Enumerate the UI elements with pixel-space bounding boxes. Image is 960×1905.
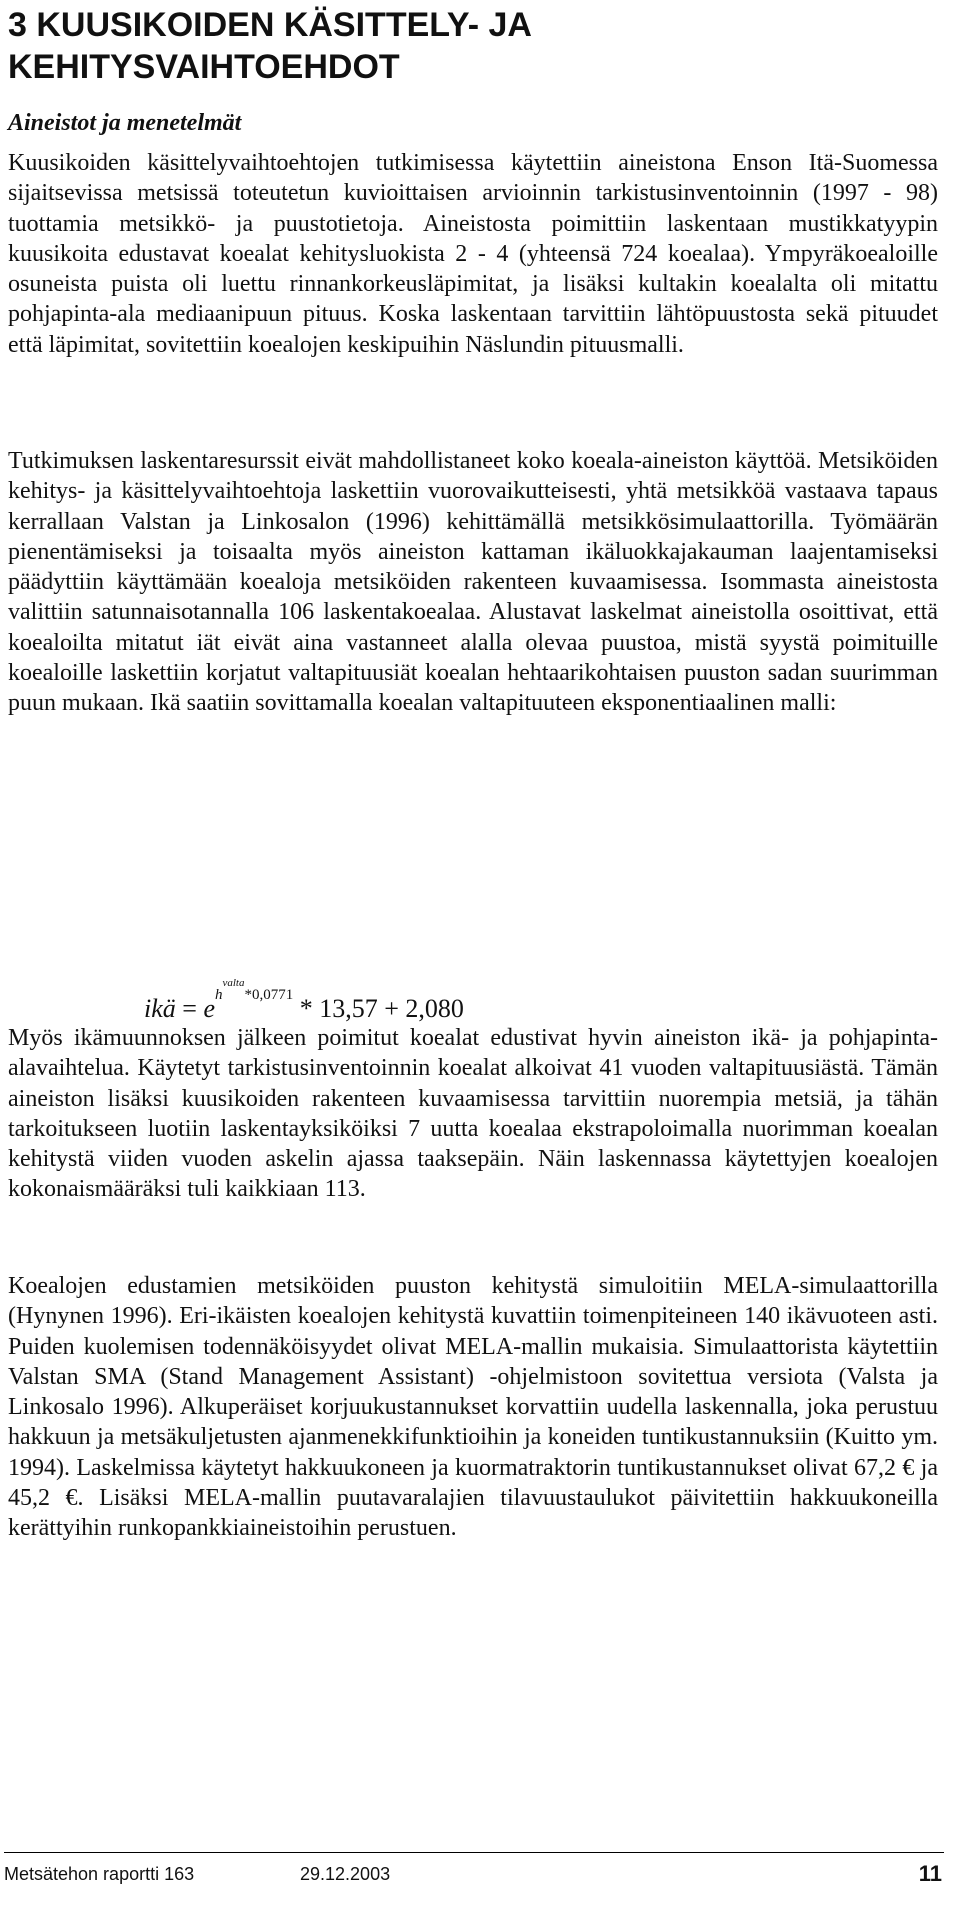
formula-exponent bbox=[214, 977, 294, 1003]
formula-exp-coef: *0,0771 bbox=[244, 987, 294, 1003]
paragraph-4: Koealojen edustamien metsiköiden puuston kehitystä simuloitiin MELA-simulaattorilla (Hynynen 1996). Eri-ikäisten koealojen kehitystä kuvattiin toimenpiteineen 140 ikävuoteen asti. Puiden kuolemisen todennäköisyydet olivat MELA-mallin mukaisia. Simulaattorista käytettiin Valstan SMA (Stand Management Assistant) -ohjelmistoon sovitettua versiota (Valsta ja Linkosalo 1996). Alkuperäiset korjuukustannukset korvattiin uudella laskennalla, joka perustuu hakkuun ja metsäkuljetusten ajanmenekkifunktioihin ja koneiden tuntikustannuksiin (Kuitto ym. 1994). Laskelmissa käytetyt hakkuukoneen ja kuormatraktorin tuntikustannukset olivat 67,2 € ja 45,2 €. Lisäksi MELA-mallin puutavaralajien tilavuustaulukot päivitettiin hakkuukoneilla kerättyihin runkopankkiaineistoihin perustuen. bbox=[8, 1273, 938, 1542]
page-number: 11 bbox=[918, 1861, 942, 1886]
paragraph-3: Myös ikämuunnoksen jälkeen poimitut koealat edustivat hyvin aineiston ikä- ja pohjapinta-alavaihtelua. Käytetyt tarkistusinventoinnin koealat alkoivat 41 vuoden valtapituusiästä. Tämän aineiston lisäksi kuusikoiden rakenteen kuvaamisessa tarvittiin nuorempia metsiä, ja tähän tarkoitukseen luotiin laskentayksiköiksi 7 uutta koealaa ekstrapoloimalla nuorimman koealan kehitystä viiden vuoden askelin ajassa taaksepäin. Näin laskennassa käytettyjen koealojen kokonaismääräksi tuli kaikkiaan 113. bbox=[8, 1025, 938, 1203]
age-formula bbox=[144, 977, 464, 1024]
section-subheading: Aineistot ja menetelmät bbox=[8, 110, 242, 136]
chapter-heading-line2: KEHITYSVAIHTOEHDOT bbox=[8, 48, 400, 86]
chapter-heading bbox=[8, 4, 908, 88]
formula-lhs: ikä bbox=[144, 994, 176, 1023]
footer-divider bbox=[4, 1852, 944, 1853]
paragraph-2: Tutkimuksen laskentaresurssit eivät mahdollistaneet koko koeala-aineiston käyttöä. Metsiköiden kehitys- ja käsittelyvaihtoehtoja laskettiin vuorovaikutteisesti, yhtä metsikköä vastaava tapaus kerrallaan Valstan ja Linkosalon (1996) kehittämällä metsikkösimulaattorilla. Työmäärän pienentämiseksi ja toisaalta myös aineiston kattaman ikäluokkajakauman laajentamiseksi päädyttiin käyttämään koealoja metsiköiden rakenteen kuvaamisessa. Isommasta aineistosta valittiin satunnaisotannalla 106 laskentakoealaa. Alustavat laskelmat aineistolla osoittivat, että koealoilta mitatut iät eivät aina vastanneet alalla olevaa puustoa, mistä syystä poimituille koealoille laskettiin korjatut valtapituusiät koealan hehtaarikohtaisen puuston sadan suurimman puun mukaan. Ikä saatiin sovittamalla koealan valtapituuteen eksponentiaalinen malli: bbox=[8, 448, 938, 717]
footer-date: 29.12.2003 bbox=[300, 1864, 391, 1884]
paragraph-1: Kuusikoiden käsittelyvaihtoehtojen tutkimisessa käytettiin aineistona Enson Itä-Suomessa sijaitsevissa metsissä toteutetun kuvioittaisen arvioinnin tarkistusinventoinnin (1997 - 98) tuottamia metsikkö- ja puustotietoja. Aineistosta poimittiin laskentaan mustikkatyypin kuusikoita edustavat koealat kehitysluokista 2 - 4 (yhteensä 724 koealaa). Ympyräkoealoille osuneista puista oli luettu rinnankorkeusläpimitat, ja lisäksi kultakin koealalta oli mitattu pohjapinta-ala mediaanipuun pituus. Koska laskentaan tarvittiin lähtöpuustosta sekä pituudet että läpimitat, sovitettiin koealojen keskipuihin Näslundin pituusmalli. bbox=[8, 150, 938, 358]
formula-base: e bbox=[203, 994, 215, 1023]
footer-series: Metsätehon raportti 163 bbox=[4, 1864, 195, 1884]
chapter-heading-line1: 3 KUUSIKOIDEN KÄSITTELY- JA bbox=[8, 6, 532, 44]
formula-exp-sub: valta bbox=[222, 977, 245, 989]
formula-equals: = bbox=[182, 994, 197, 1023]
formula-exp-var: h bbox=[214, 987, 223, 1003]
formula-rest: * 13,57 + 2,080 bbox=[299, 994, 464, 1023]
